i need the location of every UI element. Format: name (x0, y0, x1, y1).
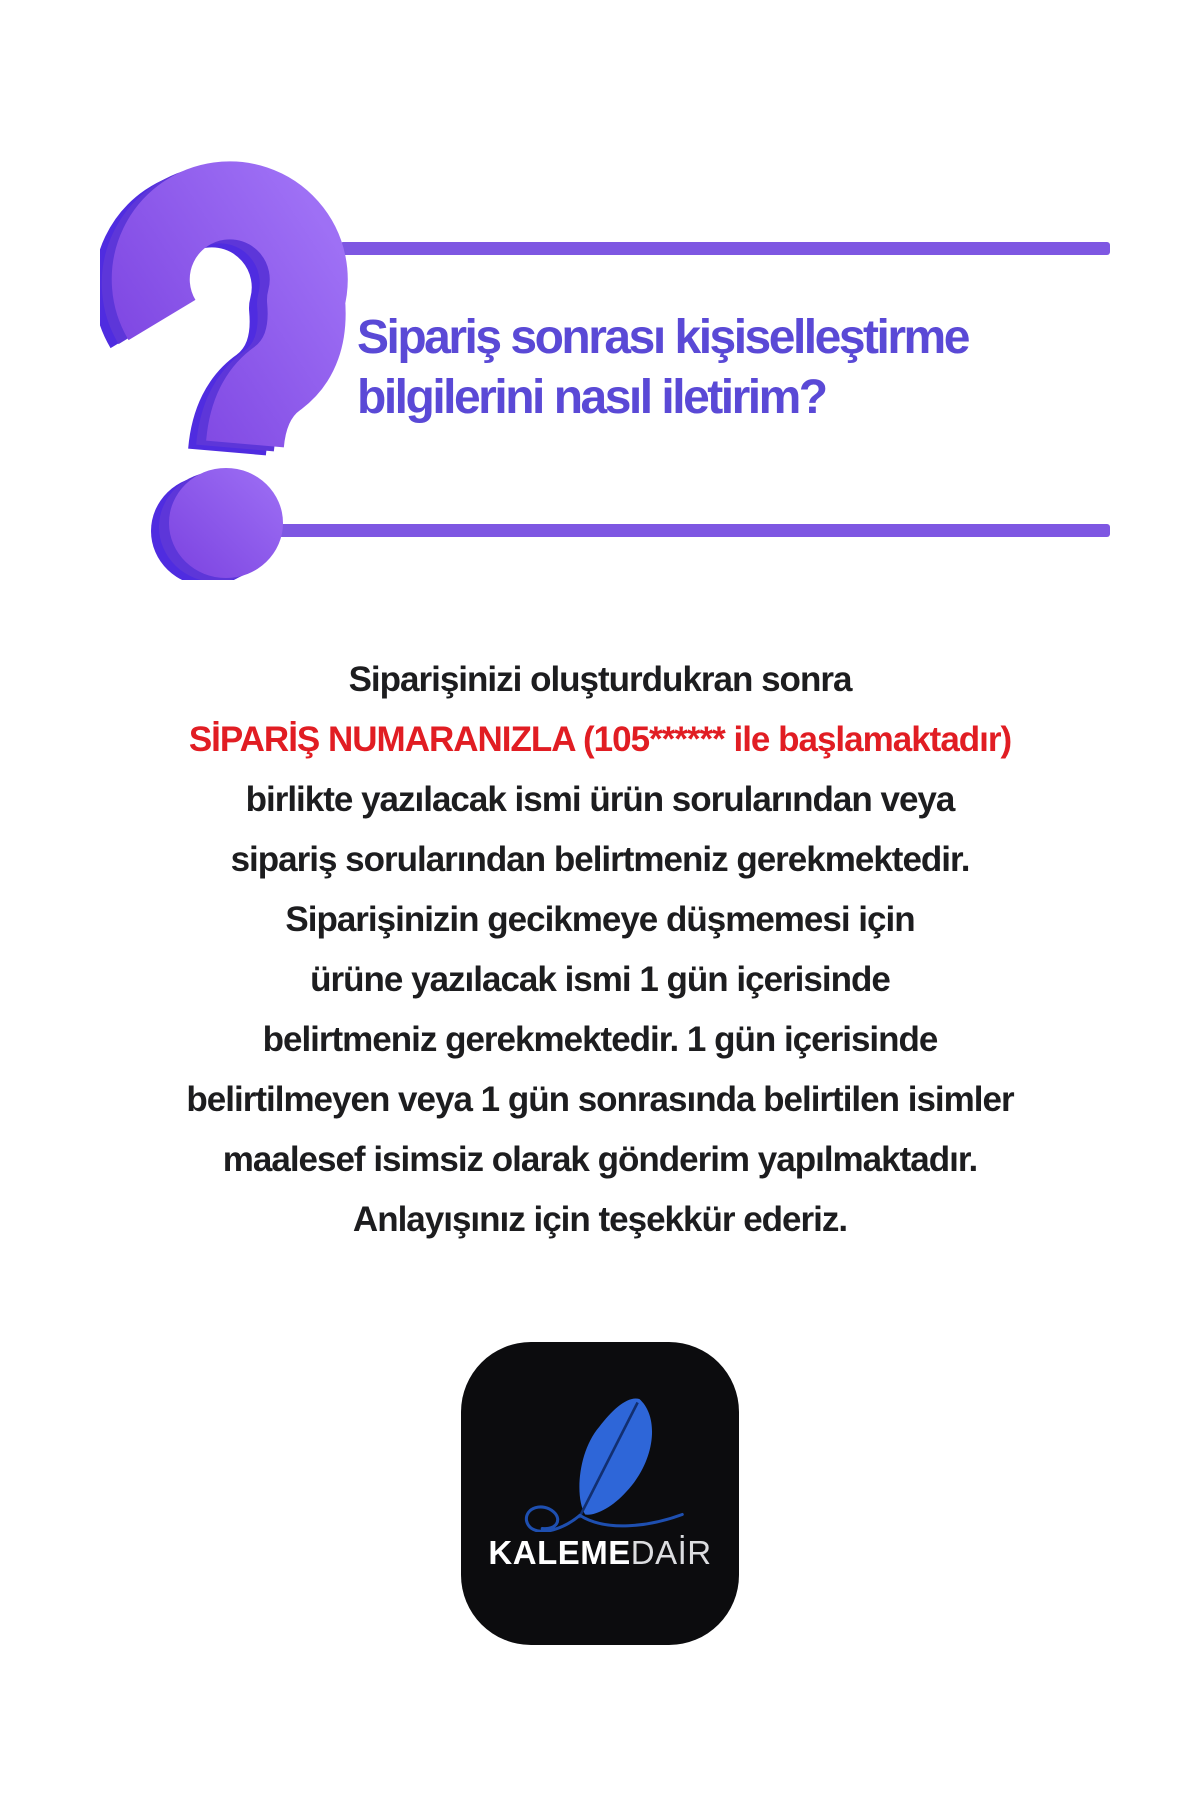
quill-feather-icon (494, 1392, 706, 1532)
brand-wordmark-light: DAİR (630, 1534, 712, 1571)
body-line: Siparişinizi oluşturdukran sonra (348, 660, 852, 699)
body-line: ürüne yazılacak ismi 1 gün içerisinde (310, 960, 890, 999)
header-rule-bottom (268, 524, 1110, 537)
brand-wordmark-bold: KALEME (488, 1534, 631, 1571)
body-line: Anlayışınız için teşekkür ederiz. (352, 1200, 848, 1239)
question-mark-3d-icon (100, 150, 350, 580)
page-title-line2: bilgilerini nasıl iletirim? (357, 371, 826, 424)
body-line: belirtmeniz gerekmektedir. 1 gün içerisinde (262, 1020, 938, 1059)
body-line: Siparişinizin gecikmeye düşmemesi için (285, 900, 915, 939)
page-title-line1: Sipariş sonrası kişiselleştirme (357, 311, 968, 364)
body-text-block (0, 650, 1200, 1250)
body-line-order-number-highlight: SİPARİŞ NUMARANIZLA (105****** ile başlamaktadır) (188, 720, 1012, 759)
brand-wordmark (461, 1534, 739, 1572)
body-line: sipariş sorularından belirtmeniz gerekmektedir. (230, 840, 970, 879)
page-title (357, 308, 1157, 428)
body-line: belirtilmeyen veya 1 gün sonrasında belirtilen isimler (186, 1080, 1014, 1119)
body-line: maalesef isimsiz olarak gönderim yapılmaktadır. (222, 1140, 978, 1179)
header-rule-top (340, 242, 1110, 255)
brand-logo (461, 1342, 739, 1645)
body-line: birlikte yazılacak ismi ürün sorularından veya (245, 780, 955, 819)
